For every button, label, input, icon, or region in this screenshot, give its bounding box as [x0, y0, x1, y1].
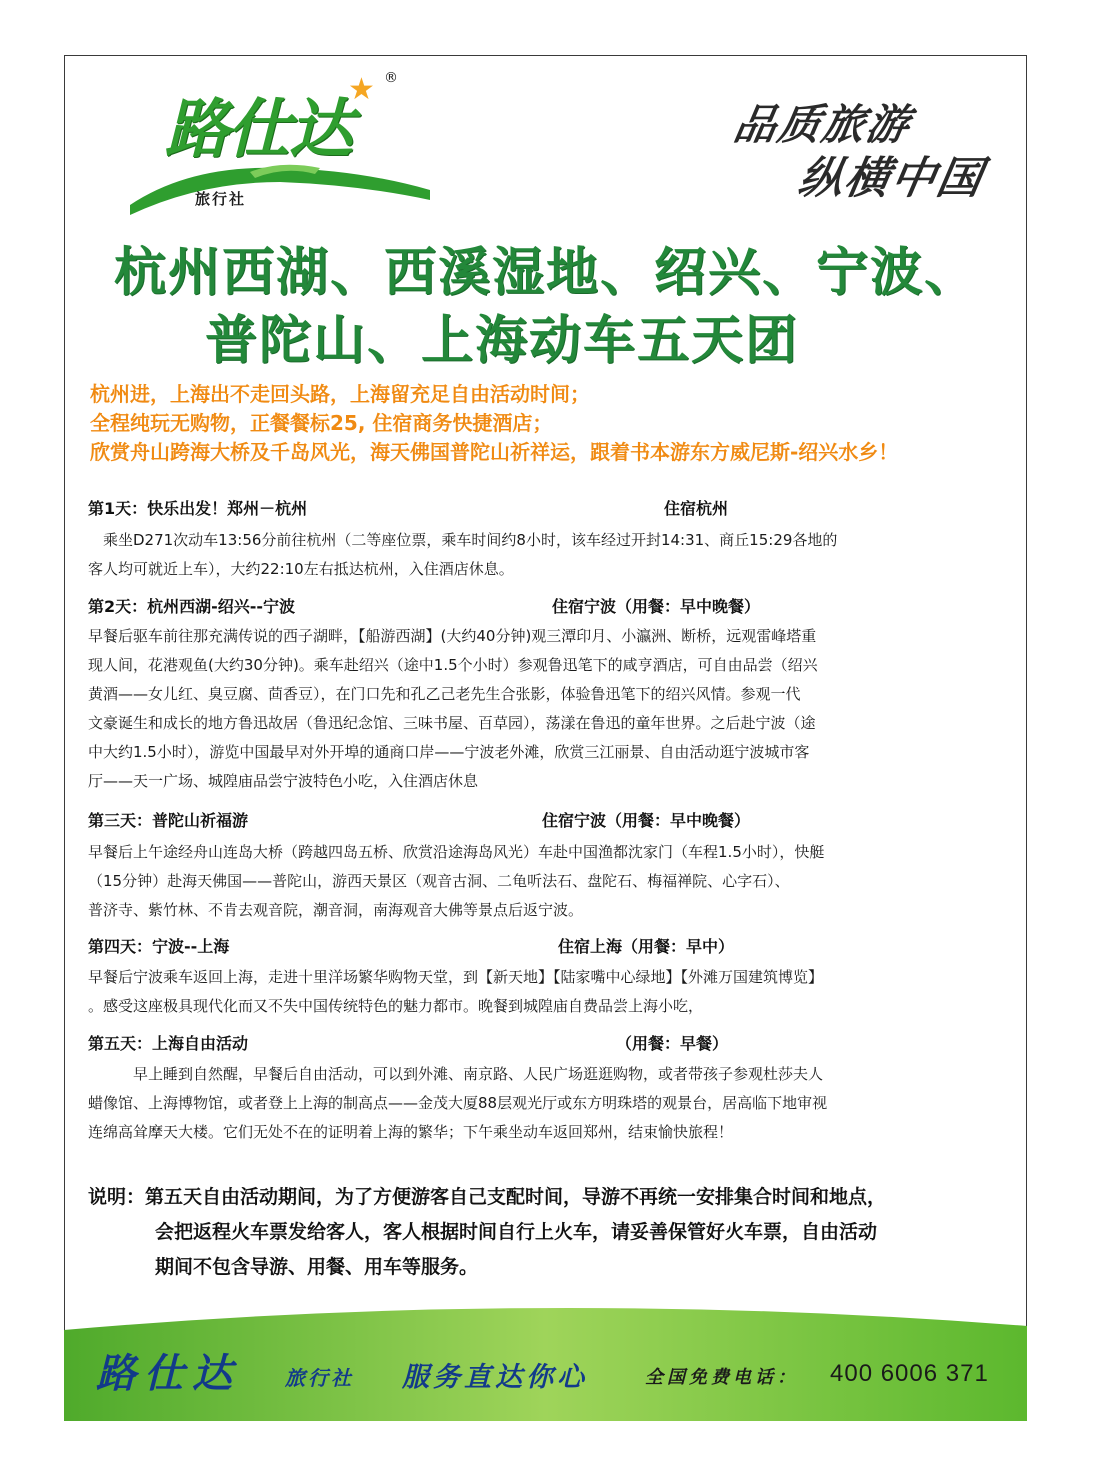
- brand-logo: [100, 60, 430, 220]
- day-5-meal: （用餐：早餐）: [616, 1034, 729, 1053]
- footer-brand: 路仕达: [96, 1350, 240, 1397]
- notes-line-2: 会把返程火车票发给客人，客人根据时间自行上火车，请妥善保管好火车票，自由活动: [155, 1221, 878, 1243]
- day-line: 现人间，花港观鱼(大约30分钟)。乘车赴绍兴（途中1.5个小时）参观鲁迅笔下的咸亨酒店，可自由品尝（绍兴: [88, 656, 818, 674]
- slogan-line-2: 纵横中国: [794, 153, 988, 204]
- day-1-heading: 第1天：快乐出发！郑州－杭州: [88, 499, 308, 518]
- day-line: 乘坐D271次动车13:56分前往杭州（二等座位票，乘车时间约8小时，该车经过开封14:31、商丘15:29各地的: [88, 531, 838, 549]
- tour-title-line-1: 杭州西湖、西溪湿地、绍兴、宁波、: [114, 243, 979, 303]
- day-line: 黄酒——女儿红、臭豆腐、茴香豆），在门口先和孔乙己老先生合张影，体验鲁迅笔下的绍兴风情。参观一代: [88, 685, 801, 703]
- day-1-stay: 住宿杭州: [664, 499, 729, 518]
- footer-service-slogan: 服务直达你心: [402, 1362, 588, 1393]
- notes-line-1: 第五天自由活动期间，为了方便游客自己支配时间，导游不再统一安排集合时间和地点，: [145, 1186, 887, 1208]
- day-line: 早餐后驱车前往那充满传说的西子湖畔，【船游西湖】(大约40分钟)观三潭印月、小瀛洲、断桥，远观雷峰塔重: [88, 627, 817, 645]
- day-4-stay: 住宿上海（用餐：早中）: [558, 937, 735, 956]
- day-line: 普济寺、紫竹林、不肯去观音院，潮音洞，南海观音大佛等景点后返宁波。: [88, 901, 584, 919]
- day-3-stay: 住宿宁波（用餐：早中晚餐）: [542, 811, 751, 830]
- notes-label: 说明：: [88, 1186, 146, 1208]
- day-line: 蜡像馆、上海博物馆，或者登上上海的制高点——金茂大厦88层观光厅或东方明珠塔的观景台，居高临下地审视: [88, 1094, 828, 1112]
- day-1-body: [88, 526, 1008, 584]
- day-3-body: [88, 838, 1008, 925]
- day-5-heading: 第五天：上海自由活动: [88, 1034, 249, 1053]
- day-line: 。感受这座极具现代化而又不失中国传统特色的魅力都市。晚餐到城隍庙自费品尝上海小吃，: [88, 997, 704, 1015]
- day-2-body: [88, 622, 1008, 796]
- day-4-heading: 第四天：宁波--上海: [88, 937, 230, 956]
- day-4-body: [88, 963, 1008, 1021]
- slogan-line-1: 品质旅游: [730, 100, 915, 149]
- logo-subtitle: 旅行社: [195, 190, 247, 208]
- tour-title-line-2: 普陀山、上海动车五天团: [205, 311, 800, 371]
- logo-text: 路仕达: [165, 93, 351, 167]
- highlight-line: 全程纯玩无购物，正餐餐标25, 住宿商务快捷酒店；: [90, 411, 553, 435]
- day-line: 早上睡到自然醒，早餐后自由活动，可以到外滩、南京路、人民广场逛逛购物，或者带孩子参观杜莎夫人: [88, 1065, 824, 1083]
- day-5-body: [88, 1060, 1008, 1147]
- notes: [88, 1180, 886, 1285]
- highlight-line: 欣赏舟山跨海大桥及千岛风光，海天佛国普陀山祈祥运，跟着书本游东方威尼斯-绍兴水乡！: [90, 440, 899, 464]
- footer-phone[interactable]: 400 6006 371: [830, 1360, 989, 1387]
- highlights: [90, 380, 898, 467]
- day-line: 早餐后上午途经舟山连岛大桥（跨越四岛五桥、欣赏沿途海岛风光）车赴中国渔都沈家门（车程1.5小时），快艇: [88, 843, 825, 861]
- notes-line-3: 期间不包含导游、用餐、用车等服务。: [155, 1256, 479, 1278]
- day-line: 厅——天一广场、城隍庙品尝宁波特色小吃，入住酒店休息: [88, 772, 479, 790]
- day-line: 早餐后宁波乘车返回上海，走进十里洋场繁华购物天堂，到【新天地】【陆家嘴中心绿地】【外滩万国建筑博览】: [88, 968, 824, 986]
- star-icon: ★: [348, 72, 375, 107]
- registered-mark: ®: [384, 70, 398, 86]
- day-line: 中大约1.5小时），游览中国最早对外开埠的通商口岸——宁波老外滩，欣赏三江丽景、自由活动逛宁波城市客: [88, 743, 810, 761]
- day-2-heading: 第2天：杭州西湖-绍兴--宁波: [88, 597, 296, 616]
- day-line: 连绵高耸摩天大楼。它们无处不在的证明着上海的繁华；下午乘坐动车返回郑州，结束愉快旅程！: [88, 1123, 734, 1141]
- day-line: 文豪诞生和成长的地方鲁迅故居（鲁迅纪念馆、三味书屋、百草园），荡漾在鲁迅的童年世界。之后赴宁波（途: [88, 714, 816, 732]
- footer-phone-label: 全国免费电话：: [645, 1367, 799, 1388]
- day-line: 客人均可就近上车），大约22:10左右抵达杭州，入住酒店休息。: [88, 560, 514, 578]
- day-line: （15分钟）赴海天佛国——普陀山，游西天景区（观音古洞、二龟听法石、盘陀石、梅福禅院、心字石）、: [88, 872, 790, 890]
- day-3-heading: 第三天：普陀山祈福游: [88, 811, 249, 830]
- footer-agency: 旅行社: [285, 1366, 354, 1390]
- highlight-line: 杭州进，上海出不走回头路，上海留充足自由活动时间；: [90, 382, 590, 406]
- day-2-stay: 住宿宁波（用餐：早中晚餐）: [552, 597, 761, 616]
